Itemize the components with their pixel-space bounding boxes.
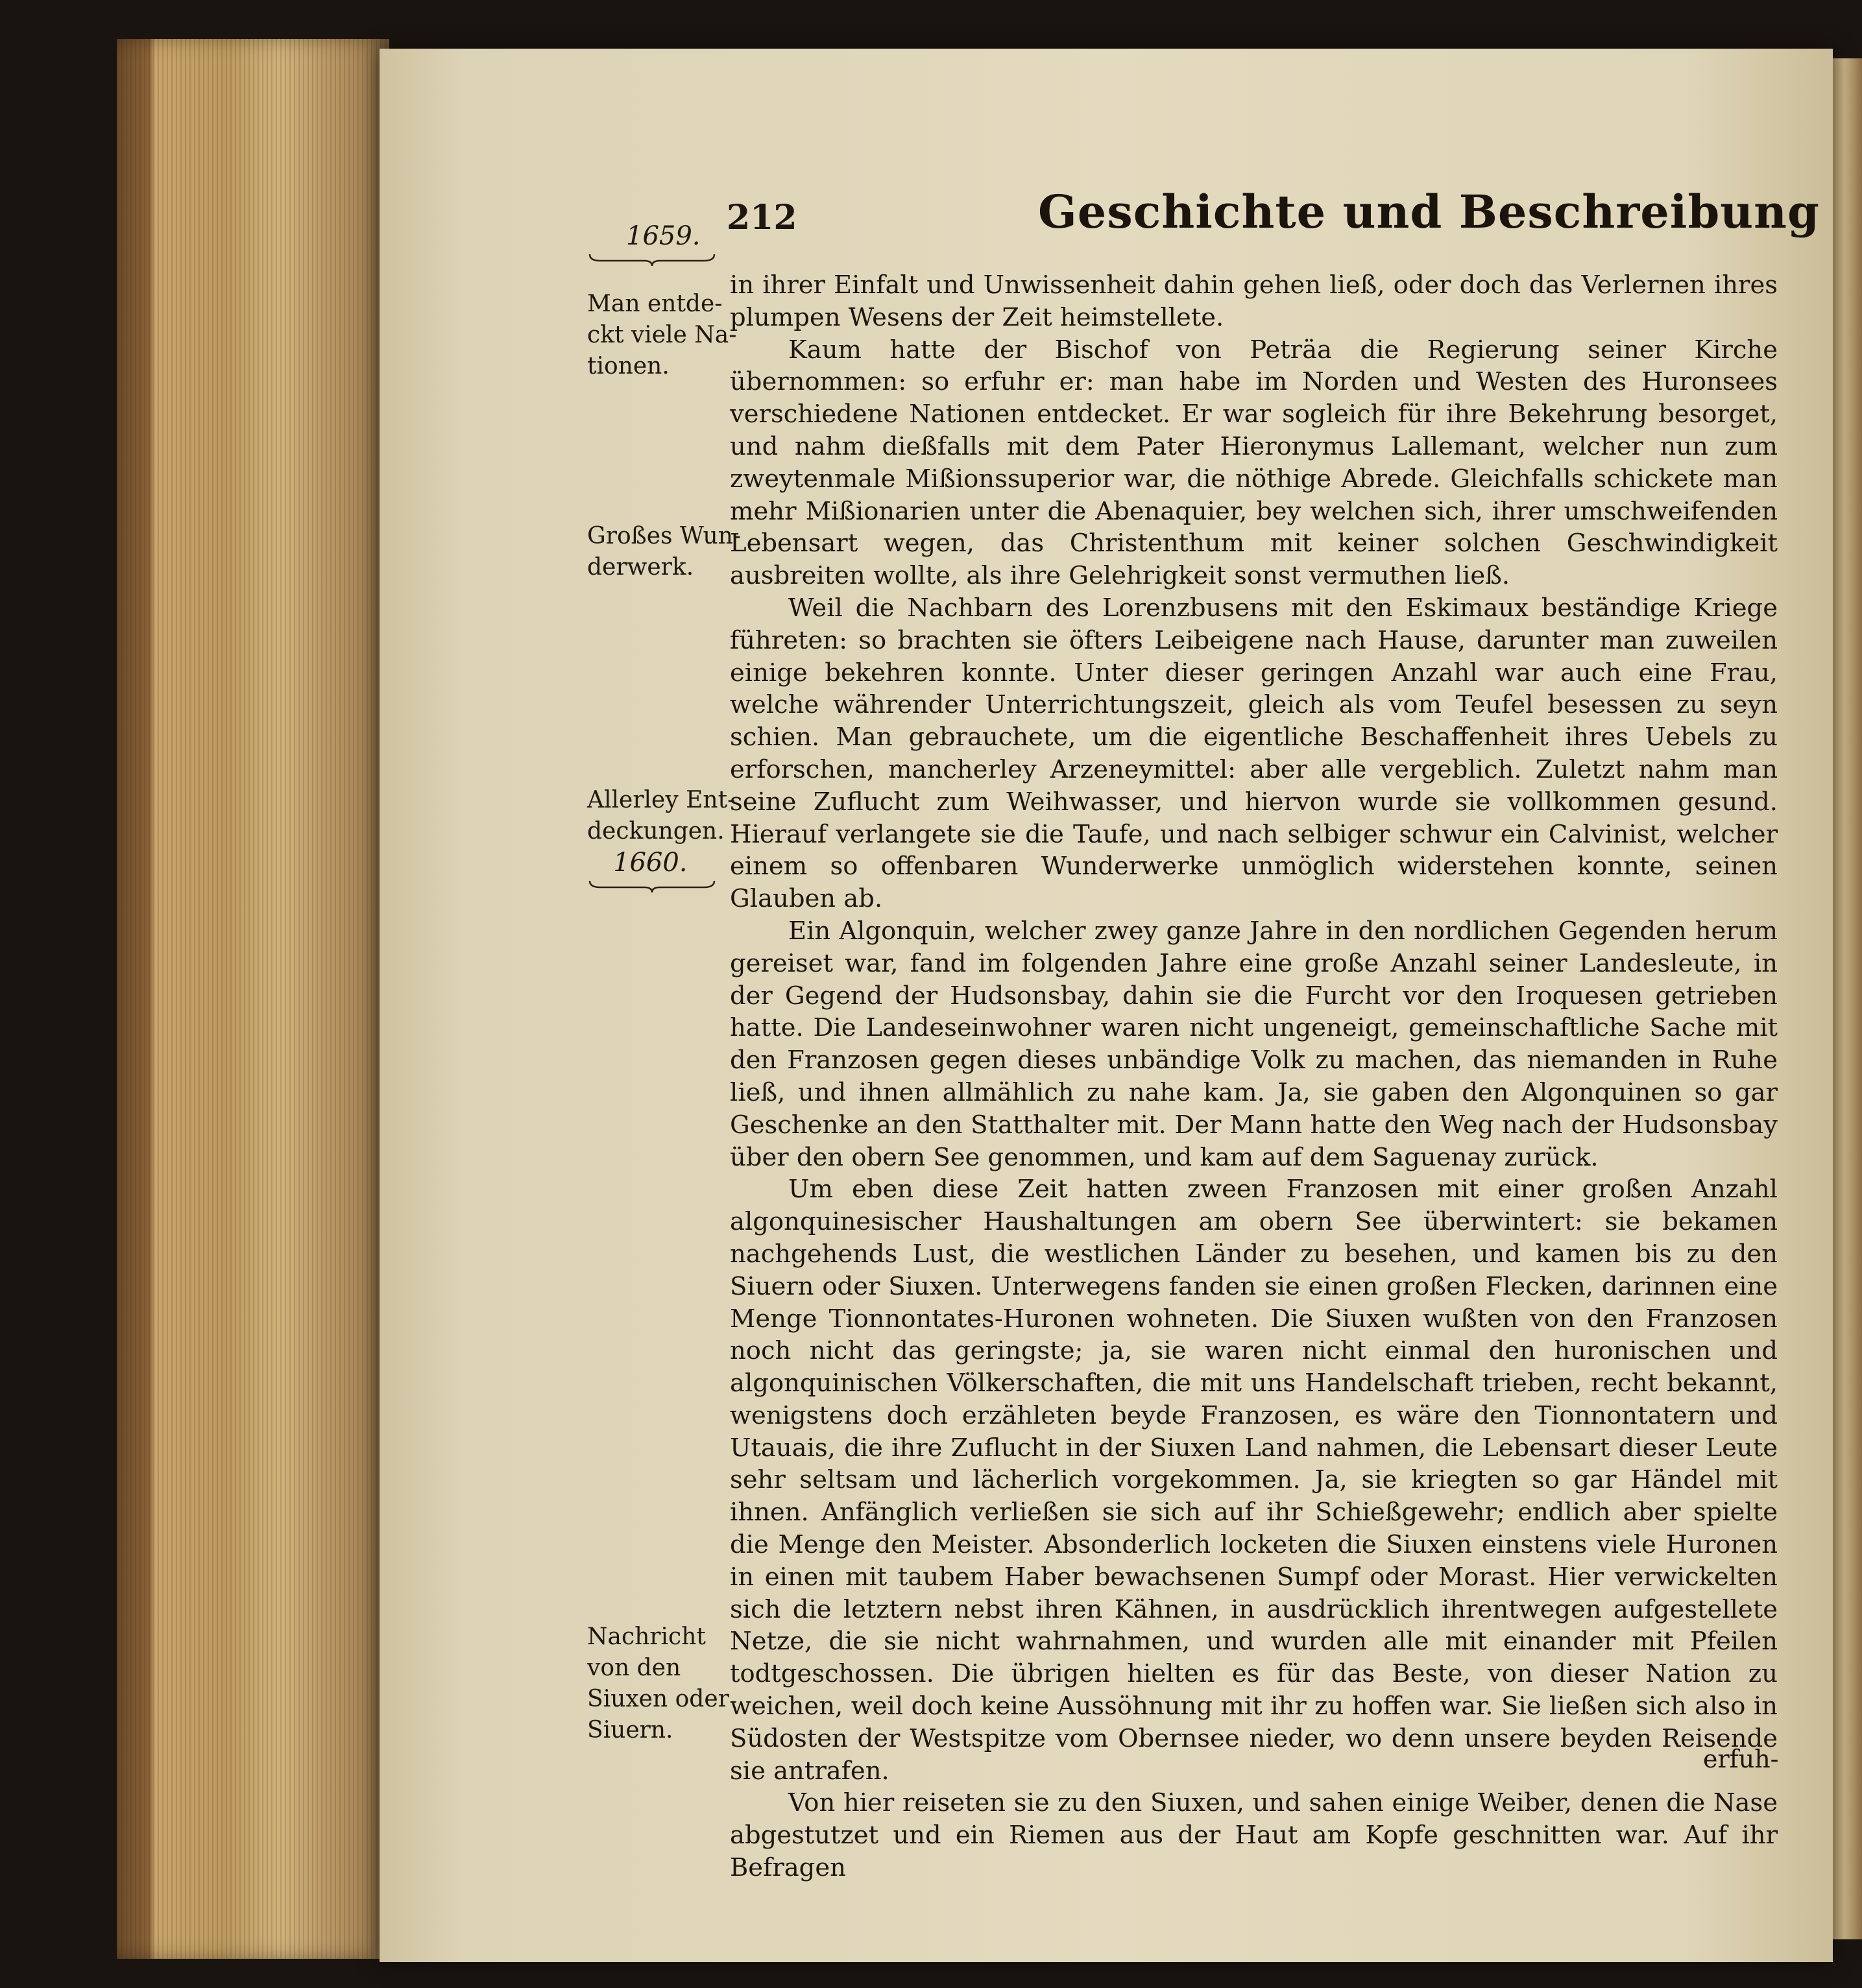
paragraph: in ihrer Einfalt und Unwissenheit dahin gehen ließ, oder doch das Verlernen ihres plumpen Wesens der Zeit heimstellete. bbox=[730, 270, 1778, 332]
running-title: Geschichte und Beschreibung bbox=[1038, 185, 1820, 239]
brace-divider bbox=[587, 878, 717, 894]
margin-note-entdeckungen: Allerley Ent-deckungen. 1660. bbox=[587, 785, 743, 894]
margin-note-nationen: Man entde-ckt viele Na-tionen. bbox=[587, 291, 737, 379]
paragraph: Von hier reiseten sie zu den Siuxen, und sahen einige Weiber, denen die Nase abgestutzet und ein Riemen aus der Haut am Kopfe geschnitten war. Auf ihr Befragen bbox=[730, 1788, 1778, 1883]
paragraph: Kaum hatte der Bischof von Peträa die Regierung seiner Kirche übernommen: so erfuhr er: man habe im Norden und Westen des Huronsees verschiedene Nationen entdecket. Er war sogleich für ihre Bekehrung besorget, und nahm dießfalls mit dem Pater Hieronymus Lallemant, welcher nun zum zweytenmale Mißionssuperior war, die nöthige Abrede. Gleichfalls schickete man mehr Mißionarien unter die Abenaquier, bey welchen sich, ihrer umschweifenden Lebensart wegen, das Christenthum mit keiner solchen Geschwindigkeit ausbreiten wollte, als ihre Gelehrigkeit sonst vermuthen ließ. bbox=[730, 335, 1778, 591]
paragraph: Um eben diese Zeit hatten zween Franzosen mit einer großen Anzahl algonquinesischer Haushaltungen am obern See überwintert: sie bekamen nachgehends Lust, die westlichen Länder zu besehen, und kamen bis zu den Siuern oder Siuxen. Unterwegens fanden sie einen großen Flecken, darinnen eine Menge Tionnontates-Huronen wohneten. Die Siuxen wußten von den Franzosen noch nicht das geringste; ja, sie waren nicht einmal den huronischen und algonquinischen Völkerschaften, die mit uns Handelschaft trieben, recht bekannt, wenigstens doch erzähleten beyde Franzosen, es wäre den Tionnontatern und Utauais, die ihre Zuflucht in der Siuxen Land nahmen, die Lebensart dieser Leute sehr seltsam und lächerlich vorgekommen. Ja, sie kriegten so gar Händel mit ihnen. Anfänglich verließen sie sich auf ihr Schießgewehr; endlich aber spielte die Menge den Meister. Absonderlich locketen die Siuxen einstens viele Huronen in einen mit taubem Haber bewachsenen Sumpf oder Morast. Hier verwickelten sich die letztern nebst ihren Kähnen, in ausdrücklich ihrentwegen aufgestellete Netze, die sie nicht wahrnahmen, und wurden alle mit einander mit Pfeilen todtgeschossen. Die übrigen hielten es für das Beste, von dieser Nation zu weichen, weil doch keine Aussöhnung mit ihr zu hoffen war. Sie ließen sich also in Südosten der Westspitze vom Obernsee nieder, wo denn unsere beyden Reisende sie antrafen. bbox=[730, 1175, 1778, 1786]
page-number: 212 bbox=[727, 198, 797, 237]
catchword: erfuh- bbox=[1703, 1745, 1779, 1773]
margin-note-siuxen: Nachricht von den Siuxen oder Siuern. bbox=[587, 1623, 729, 1743]
margin-note-wunderwerk: Großes Wun-derwerk. bbox=[587, 523, 741, 581]
margin-year-1659: 1659. bbox=[587, 221, 743, 267]
book-page-edges bbox=[117, 39, 389, 1959]
paragraph: Weil die Nachbarn des Lorenzbusens mit den Eskimaux beständige Kriege führeten: so brachten sie öfters Leibeigene nach Hause, darunter man zuweilen einige bekehren konnte. Unter dieser geringen Anzahl war auch eine Frau, welche währender Unterrichtungszeit, gleich als vom Teufel besessen zu seyn schien. Man gebrauchete, um die eigentliche Beschaffenheit ihres Uebels zu erforschen, mancherley Arzeneymittel: aber alle vergeblich. Zuletzt nahm man seine Zuflucht zum Weihwasser, und hiervon wurde sie vollkommen gesund. Hierauf verlangete sie die Taufe, und nach selbiger schwur ein Calvinist, welcher einem so offenbaren Wunderwerke unmöglich widerstehen konnte, seinen Glauben ab. bbox=[730, 593, 1778, 914]
paragraph: Ein Algonquin, welcher zwey ganze Jahre in den nordlichen Gegenden herum gereiset war, fand im folgenden Jahre eine große Anzahl seiner Landesleute, in der Gegend der Hudsonsbay, dahin sie die Furcht vor den Iroquesen getrieben hatte. Die Landeseinwohner waren nicht ungeneigt, gemeinschaftliche Sache mit den Franzosen gegen dieses unbändige Volk zu machen, das niemanden in Ruhe ließ, und ihnen allmählich zu nahe kam. Ja, sie gaben den Algonquinen so gar Geschenke an den Statthalter mit. Der Mann hatte den Weg nach der Hudsonsbay über den obern See genommen, und kam auf dem Saguenay zurück. bbox=[730, 916, 1778, 1172]
brace-divider bbox=[587, 252, 717, 267]
body-text bbox=[730, 269, 1778, 1884]
book-page bbox=[380, 49, 1833, 1962]
